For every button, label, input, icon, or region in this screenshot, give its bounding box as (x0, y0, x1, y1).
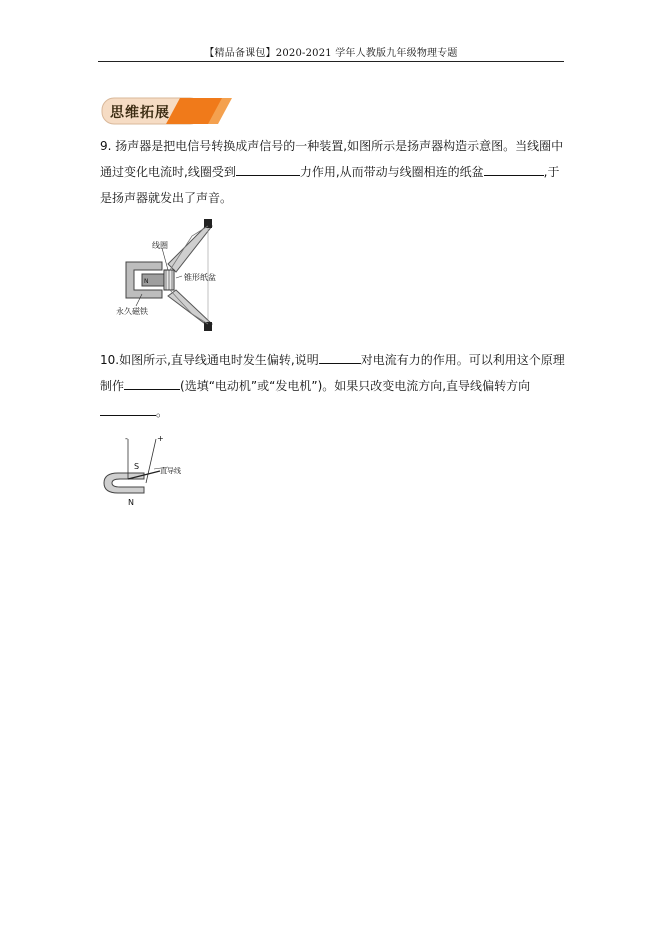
page-header: 【精品备课包】2020-2021 学年人教版九年级物理专题 (204, 48, 458, 59)
label-n-pole: N (144, 278, 149, 285)
speaker-diagram (112, 214, 234, 336)
label-wire: 直导线 (160, 467, 181, 475)
q10-text-4: 。 (156, 405, 169, 419)
cone-top-mount (204, 219, 212, 228)
q10-text-3: (选填“电动机”或“发电机”)。如果只改变电流方向,直导线偏转方向 (180, 379, 531, 393)
header-divider (98, 61, 564, 62)
q10-text-2: 对电流有力的作用。可以利用这个原理制作 (100, 353, 565, 393)
label-s-pole: S (134, 462, 140, 471)
question-9 (100, 133, 566, 211)
label-minus: - (125, 434, 128, 443)
q10-blank-1[interactable] (319, 353, 361, 364)
q10-text-1: 10.如图所示,直导线通电时发生偏转,说明 (100, 353, 319, 367)
section-banner (100, 96, 234, 126)
label-plus: + (157, 434, 164, 443)
q9-blank-1[interactable] (236, 165, 300, 176)
label-cone: 锥形纸盆 (184, 273, 216, 282)
label-n-pole: N (128, 498, 134, 507)
section-title: 思维拓展 (110, 105, 170, 121)
q9-blank-2[interactable] (484, 165, 544, 176)
q10-blank-2[interactable] (124, 379, 180, 390)
question-10 (100, 347, 566, 425)
wire-magnet-diagram (98, 431, 190, 509)
q10-blank-3[interactable] (100, 405, 156, 416)
q9-text-1: 9. 扬声器是把电信号转换成声信号的一种装置,如图所示是扬声器构造示意图。当线圈中通过变化电流时,线圈受到 (100, 139, 564, 179)
cone-bottom-mount (204, 322, 212, 331)
q9-text-2: 力作用,从而带动与线圈相连的纸盆 (299, 165, 484, 179)
label-coil: 线圈 (152, 241, 168, 250)
q9-text-3: ,于是扬声器就发出了声音。 (100, 165, 560, 205)
label-magnet: 永久磁铁 (116, 307, 148, 316)
